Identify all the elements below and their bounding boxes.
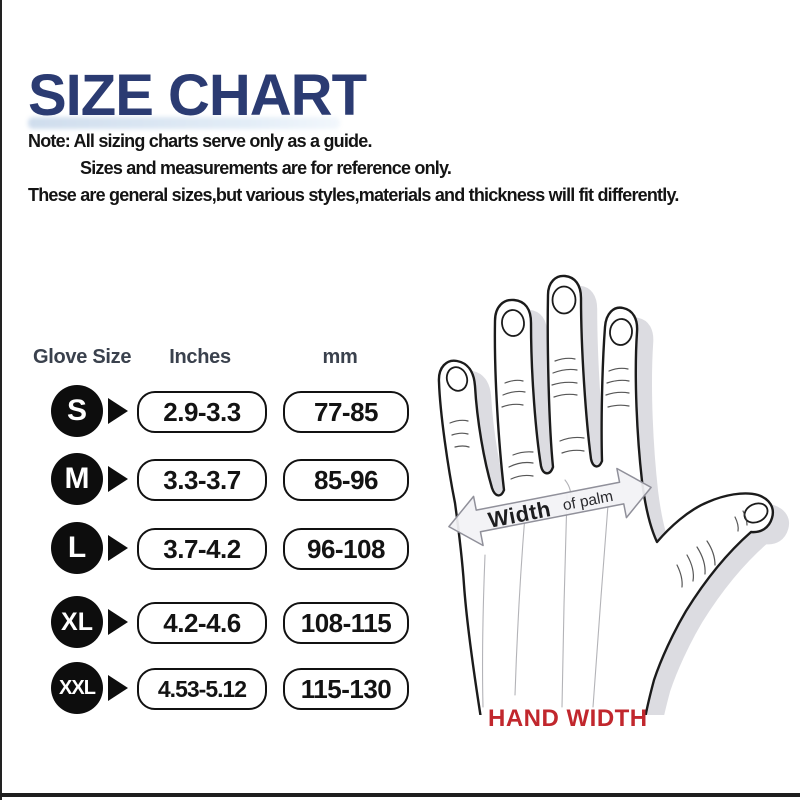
bottom-edge-artifact bbox=[0, 793, 800, 797]
inches-value: 2.9-3.3 bbox=[137, 391, 267, 433]
column-header-mm: mm bbox=[322, 346, 358, 368]
inches-value: 3.7-4.2 bbox=[137, 528, 267, 570]
size-badge: L bbox=[51, 522, 103, 574]
note-line-1: Note: All sizing charts serve only as a guide. bbox=[28, 131, 372, 151]
mm-value: 115-130 bbox=[283, 668, 409, 710]
table-row bbox=[0, 594, 440, 650]
left-edge-artifact bbox=[0, 0, 2, 800]
table-row bbox=[0, 383, 440, 439]
arrow-right-icon bbox=[108, 675, 128, 701]
column-header-inches: Inches bbox=[169, 346, 231, 368]
ribbon-label-rest: of palm bbox=[561, 487, 615, 515]
middle-nail bbox=[553, 287, 576, 314]
size-badge: M bbox=[51, 453, 103, 505]
arrow-right-icon bbox=[108, 535, 128, 561]
table-row bbox=[0, 451, 440, 507]
hand-illustration bbox=[425, 255, 800, 715]
ribbon-label-bold: Width bbox=[486, 496, 554, 533]
note-line-3: These are general sizes,but various styles,materials and thickness will fit differently. bbox=[28, 185, 679, 205]
arrow-right-icon bbox=[108, 466, 128, 492]
notes-block bbox=[28, 128, 679, 209]
table-row bbox=[0, 660, 440, 716]
inches-value: 3.3-3.7 bbox=[137, 459, 267, 501]
inches-value: 4.2-4.6 bbox=[137, 602, 267, 644]
page-title: SIZE CHART bbox=[28, 63, 366, 128]
arrow-right-icon bbox=[108, 609, 128, 635]
mm-value: 108-115 bbox=[283, 602, 409, 644]
size-badge: XL bbox=[51, 596, 103, 648]
size-badge: S bbox=[51, 385, 103, 437]
inches-value: 4.53-5.12 bbox=[137, 668, 267, 710]
mm-value: 85-96 bbox=[283, 459, 409, 501]
table-row bbox=[0, 520, 440, 576]
note-line-2: Sizes and measurements are for reference only. bbox=[80, 158, 452, 178]
column-header-glove-size: Glove Size bbox=[33, 346, 132, 368]
mm-value: 96-108 bbox=[283, 528, 409, 570]
mm-value: 77-85 bbox=[283, 391, 409, 433]
size-badge: XXL bbox=[51, 662, 103, 714]
hand-width-caption: HAND WIDTH bbox=[488, 705, 648, 732]
arrow-right-icon bbox=[108, 398, 128, 424]
